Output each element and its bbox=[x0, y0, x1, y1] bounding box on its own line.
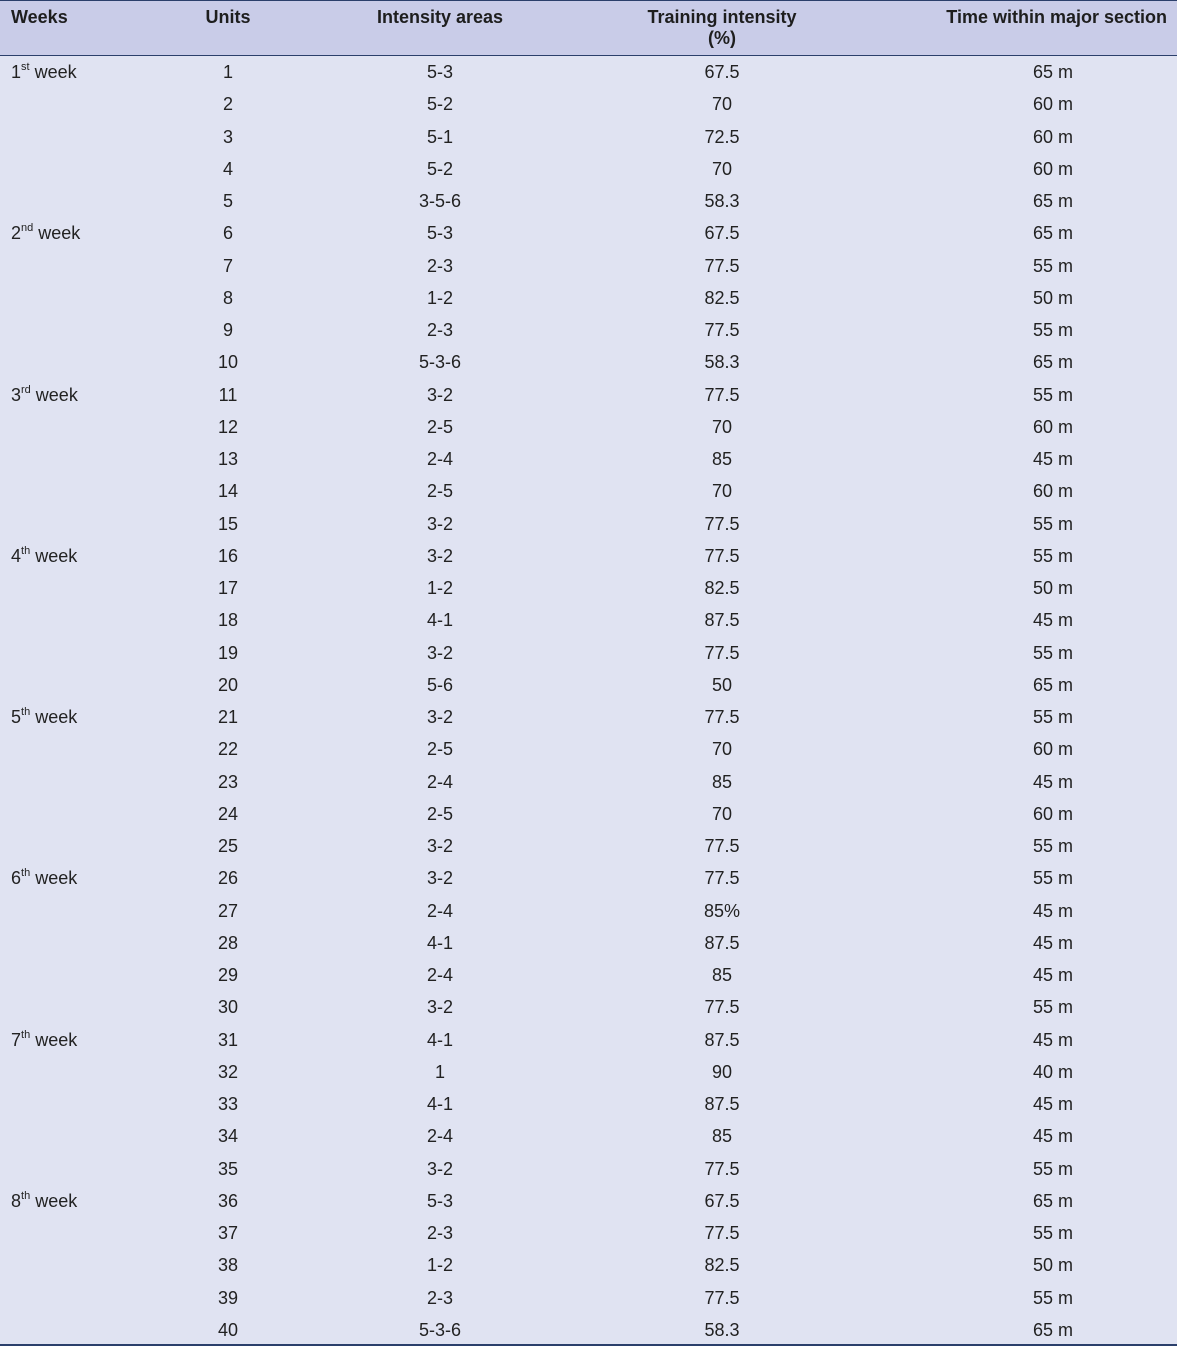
table-row bbox=[0, 798, 1177, 830]
cell-unit: 6 bbox=[222, 223, 233, 244]
cell-week bbox=[11, 862, 77, 894]
week-number: 8 bbox=[11, 1190, 22, 1211]
cell-intensity-area: 2-5 bbox=[426, 416, 453, 437]
cell-intensity-area: 5-3-6 bbox=[418, 352, 462, 373]
week-ordinal-suffix: th bbox=[21, 706, 31, 718]
cell-time: 60 m bbox=[1032, 158, 1074, 179]
table-row bbox=[0, 540, 1177, 572]
cell-training-intensity: 77.5 bbox=[704, 1158, 740, 1179]
table-body bbox=[0, 56, 1177, 1346]
cell-training-intensity: 77.5 bbox=[704, 707, 740, 727]
cell-time: 45 m bbox=[1032, 900, 1074, 921]
cell-time: 40 m bbox=[1032, 1061, 1074, 1082]
cell-intensity-area: 2-4 bbox=[426, 771, 453, 792]
week-number: 5 bbox=[11, 707, 22, 727]
cell-unit: 36 bbox=[217, 1190, 239, 1211]
cell-unit: 24 bbox=[217, 803, 239, 824]
cell-time: 65 m bbox=[1032, 352, 1074, 373]
cell-unit: 2 bbox=[222, 94, 233, 115]
cell-time: 55 m bbox=[1032, 1287, 1074, 1308]
week-ordinal-suffix: nd bbox=[21, 222, 34, 235]
week-ordinal-suffix: th bbox=[21, 1189, 31, 1202]
cell-unit: 14 bbox=[217, 481, 239, 502]
cell-time: 45 m bbox=[1032, 965, 1074, 985]
cell-training-intensity: 77.5 bbox=[704, 255, 740, 276]
week-number: 1 bbox=[11, 62, 22, 82]
week-number: 2 bbox=[11, 223, 22, 244]
cell-training-intensity: 77.5 bbox=[704, 545, 740, 566]
cell-time: 45 m bbox=[1032, 932, 1074, 953]
cell-time: 45 m bbox=[1032, 1126, 1074, 1147]
week-word: week bbox=[30, 545, 78, 566]
cell-unit: 15 bbox=[217, 513, 239, 534]
cell-training-intensity: 77.5 bbox=[704, 836, 740, 856]
cell-unit: 5 bbox=[222, 191, 233, 211]
week-number: 3 bbox=[11, 384, 22, 405]
cell-week bbox=[11, 701, 77, 733]
cell-time: 45 m bbox=[1032, 610, 1074, 631]
table-row bbox=[0, 1088, 1177, 1120]
cell-time: 55 m bbox=[1032, 642, 1074, 663]
table-row bbox=[0, 1185, 1177, 1217]
cell-training-intensity: 90 bbox=[711, 1061, 733, 1082]
cell-training-intensity: 77.5 bbox=[704, 642, 740, 663]
cell-intensity-area: 3-2 bbox=[426, 545, 453, 566]
table-row bbox=[0, 121, 1177, 153]
cell-time: 50 m bbox=[1032, 578, 1074, 598]
cell-unit: 19 bbox=[217, 642, 239, 663]
cell-intensity-area: 4-1 bbox=[426, 1094, 453, 1114]
cell-time: 55 m bbox=[1032, 545, 1074, 566]
cell-unit: 31 bbox=[217, 1029, 239, 1050]
cell-intensity-area: 3-2 bbox=[426, 997, 453, 1018]
table-row bbox=[0, 862, 1177, 894]
week-ordinal-suffix: th bbox=[21, 1028, 31, 1041]
cell-week bbox=[11, 540, 77, 572]
table-row bbox=[0, 282, 1177, 314]
cell-unit: 23 bbox=[217, 771, 239, 792]
cell-intensity-area: 5-2 bbox=[426, 94, 453, 115]
week-word: week bbox=[30, 868, 78, 889]
cell-time: 55 m bbox=[1032, 384, 1074, 405]
cell-time: 45 m bbox=[1032, 1094, 1074, 1114]
table-row bbox=[0, 927, 1177, 959]
table-row bbox=[0, 508, 1177, 540]
cell-training-intensity: 70 bbox=[711, 416, 733, 437]
cell-intensity-area: 5-3 bbox=[426, 223, 453, 244]
cell-training-intensity: 82.5 bbox=[704, 1255, 740, 1276]
cell-intensity-area: 2-4 bbox=[426, 965, 453, 985]
cell-training-intensity: 77.5 bbox=[704, 320, 740, 340]
cell-training-intensity: 87.5 bbox=[704, 610, 740, 631]
cell-intensity-area: 3-2 bbox=[426, 868, 453, 889]
cell-intensity-area: 5-6 bbox=[426, 674, 453, 695]
week-word: week bbox=[30, 707, 78, 727]
week-word: week bbox=[29, 62, 77, 82]
table-row bbox=[0, 56, 1177, 88]
cell-time: 60 m bbox=[1032, 416, 1074, 437]
week-word: week bbox=[30, 1190, 78, 1211]
table-row bbox=[0, 669, 1177, 701]
cell-unit: 10 bbox=[217, 352, 239, 373]
cell-time: 65 m bbox=[1032, 674, 1074, 695]
table-row bbox=[0, 1056, 1177, 1088]
cell-time: 45 m bbox=[1032, 449, 1074, 469]
cell-unit: 13 bbox=[217, 449, 239, 469]
cell-unit: 8 bbox=[222, 287, 233, 308]
cell-time: 55 m bbox=[1032, 868, 1074, 889]
cell-week bbox=[11, 1185, 77, 1217]
cell-training-intensity: 77.5 bbox=[704, 997, 740, 1018]
cell-unit: 9 bbox=[222, 320, 233, 340]
table-row bbox=[0, 185, 1177, 217]
cell-intensity-area: 2-5 bbox=[426, 481, 453, 502]
cell-time: 65 m bbox=[1032, 1319, 1074, 1340]
cell-unit: 40 bbox=[217, 1319, 239, 1340]
cell-intensity-area: 1-2 bbox=[426, 287, 453, 308]
cell-training-intensity: 87.5 bbox=[704, 932, 740, 953]
table-row bbox=[0, 379, 1177, 411]
cell-training-intensity: 85 bbox=[711, 1126, 733, 1147]
cell-training-intensity: 77.5 bbox=[704, 513, 740, 534]
table-row bbox=[0, 411, 1177, 443]
week-word: week bbox=[30, 1029, 78, 1050]
cell-intensity-area: 2-5 bbox=[426, 803, 453, 824]
cell-intensity-area: 1-2 bbox=[426, 578, 453, 598]
cell-time: 55 m bbox=[1032, 320, 1074, 340]
cell-unit: 27 bbox=[217, 900, 239, 921]
cell-time: 55 m bbox=[1032, 997, 1074, 1018]
cell-unit: 7 bbox=[222, 255, 233, 276]
cell-training-intensity: 77.5 bbox=[704, 384, 740, 405]
cell-intensity-area: 2-4 bbox=[426, 1126, 453, 1147]
table-row bbox=[0, 250, 1177, 282]
table-header bbox=[0, 1, 1177, 56]
cell-training-intensity: 67.5 bbox=[704, 223, 740, 244]
cell-intensity-area: 4-1 bbox=[426, 1029, 453, 1050]
header-training-intensity-unit: (%) bbox=[708, 28, 736, 48]
cell-week bbox=[11, 379, 78, 411]
cell-unit: 25 bbox=[217, 836, 239, 856]
table-row bbox=[0, 830, 1177, 862]
cell-training-intensity: 82.5 bbox=[704, 578, 740, 598]
table-row bbox=[0, 314, 1177, 346]
table-row bbox=[0, 733, 1177, 765]
cell-unit: 12 bbox=[217, 416, 239, 437]
cell-unit: 17 bbox=[217, 578, 239, 598]
table-row bbox=[0, 1217, 1177, 1249]
cell-training-intensity: 70 bbox=[711, 739, 733, 760]
cell-intensity-area: 5-3-6 bbox=[418, 1319, 462, 1340]
cell-unit: 22 bbox=[217, 739, 239, 760]
week-ordinal-suffix: rd bbox=[21, 383, 31, 396]
cell-intensity-area: 3-2 bbox=[426, 384, 453, 405]
cell-intensity-area: 5-1 bbox=[426, 126, 453, 147]
table-row bbox=[0, 1153, 1177, 1185]
cell-time: 55 m bbox=[1032, 836, 1074, 856]
cell-time: 55 m bbox=[1032, 1158, 1074, 1179]
cell-intensity-area: 3-5-6 bbox=[418, 191, 462, 211]
cell-training-intensity: 77.5 bbox=[704, 1223, 740, 1243]
week-word: week bbox=[30, 384, 78, 405]
cell-week bbox=[11, 56, 77, 88]
cell-intensity-area: 2-4 bbox=[426, 900, 453, 921]
table-row bbox=[0, 475, 1177, 507]
cell-unit: 11 bbox=[218, 384, 238, 405]
table-row bbox=[0, 443, 1177, 475]
cell-time: 60 m bbox=[1032, 481, 1074, 502]
cell-training-intensity: 77.5 bbox=[704, 868, 740, 889]
header-time: Time within major section bbox=[946, 7, 1167, 27]
cell-intensity-area: 3-2 bbox=[426, 836, 453, 856]
week-number: 6 bbox=[11, 868, 22, 889]
cell-unit: 39 bbox=[217, 1287, 239, 1308]
cell-training-intensity: 85 bbox=[711, 771, 733, 792]
week-ordinal-suffix: st bbox=[21, 61, 30, 73]
cell-time: 55 m bbox=[1032, 1223, 1074, 1243]
week-number: 4 bbox=[11, 545, 22, 566]
header-training-intensity bbox=[602, 7, 842, 49]
cell-time: 45 m bbox=[1032, 771, 1074, 792]
cell-unit: 4 bbox=[222, 158, 233, 179]
cell-training-intensity: 67.5 bbox=[704, 1190, 740, 1211]
cell-training-intensity: 70 bbox=[711, 481, 733, 502]
table-row bbox=[0, 701, 1177, 733]
cell-intensity-area: 2-4 bbox=[426, 449, 453, 469]
week-ordinal-suffix: th bbox=[21, 867, 31, 880]
cell-time: 65 m bbox=[1032, 62, 1074, 82]
cell-intensity-area: 2-3 bbox=[426, 320, 453, 340]
table-row bbox=[0, 766, 1177, 798]
cell-unit: 29 bbox=[217, 965, 239, 985]
cell-unit: 26 bbox=[217, 868, 239, 889]
cell-intensity-area: 2-3 bbox=[426, 255, 453, 276]
cell-intensity-area: 1-2 bbox=[426, 1255, 453, 1276]
week-word: week bbox=[33, 223, 81, 244]
cell-unit: 16 bbox=[217, 545, 239, 566]
cell-time: 50 m bbox=[1032, 1255, 1074, 1276]
header-intensity-areas: Intensity areas bbox=[376, 7, 504, 27]
table-row bbox=[0, 153, 1177, 185]
cell-time: 60 m bbox=[1032, 739, 1074, 760]
cell-training-intensity: 70 bbox=[711, 94, 733, 115]
cell-intensity-area: 5-2 bbox=[426, 158, 453, 179]
cell-intensity-area: 2-3 bbox=[426, 1287, 453, 1308]
cell-time: 55 m bbox=[1032, 513, 1074, 534]
table-row bbox=[0, 637, 1177, 669]
cell-training-intensity: 77.5 bbox=[704, 1287, 740, 1308]
cell-training-intensity: 70 bbox=[711, 158, 733, 179]
cell-intensity-area: 3-2 bbox=[426, 642, 453, 663]
cell-unit: 33 bbox=[217, 1094, 239, 1114]
cell-unit: 1 bbox=[222, 62, 233, 82]
cell-training-intensity: 85 bbox=[711, 965, 733, 985]
cell-intensity-area: 5-3 bbox=[426, 62, 453, 82]
table-row bbox=[0, 991, 1177, 1023]
cell-training-intensity: 50 bbox=[711, 674, 733, 695]
cell-time: 60 m bbox=[1032, 803, 1074, 824]
cell-unit: 38 bbox=[217, 1255, 239, 1276]
cell-training-intensity: 82.5 bbox=[704, 287, 740, 308]
table-row bbox=[0, 1024, 1177, 1056]
table-row bbox=[0, 895, 1177, 927]
table-row bbox=[0, 1120, 1177, 1152]
cell-intensity-area: 3-2 bbox=[426, 707, 453, 727]
cell-unit: 3 bbox=[222, 126, 233, 147]
cell-intensity-area: 2-3 bbox=[426, 1223, 453, 1243]
cell-intensity-area: 2-5 bbox=[426, 739, 453, 760]
cell-training-intensity: 85 bbox=[711, 449, 733, 469]
cell-unit: 21 bbox=[217, 707, 239, 727]
cell-unit: 34 bbox=[217, 1126, 239, 1147]
cell-training-intensity: 72.5 bbox=[704, 126, 740, 147]
table-row bbox=[0, 604, 1177, 636]
cell-time: 55 m bbox=[1032, 255, 1074, 276]
table-row bbox=[0, 1282, 1177, 1314]
cell-time: 45 m bbox=[1032, 1029, 1074, 1050]
cell-time: 60 m bbox=[1032, 126, 1074, 147]
cell-unit: 18 bbox=[217, 610, 239, 631]
cell-intensity-area: 4-1 bbox=[426, 932, 453, 953]
cell-training-intensity: 67.5 bbox=[704, 62, 740, 82]
table-row bbox=[0, 1314, 1177, 1346]
cell-training-intensity: 58.3 bbox=[704, 191, 740, 211]
cell-intensity-area: 3-2 bbox=[426, 513, 453, 534]
cell-time: 55 m bbox=[1032, 707, 1074, 727]
table-row bbox=[0, 959, 1177, 991]
cell-week bbox=[11, 1024, 77, 1056]
cell-intensity-area: 5-3 bbox=[426, 1190, 453, 1211]
table-row bbox=[0, 572, 1177, 604]
cell-unit: 30 bbox=[217, 997, 239, 1018]
cell-unit: 20 bbox=[217, 674, 239, 695]
cell-unit: 32 bbox=[217, 1061, 239, 1082]
cell-time: 60 m bbox=[1032, 94, 1074, 115]
cell-training-intensity: 58.3 bbox=[704, 352, 740, 373]
table-row bbox=[0, 217, 1177, 249]
cell-unit: 35 bbox=[217, 1158, 239, 1179]
header-training-intensity-label: Training intensity bbox=[647, 7, 797, 27]
cell-unit: 28 bbox=[217, 932, 239, 953]
header-weeks: Weeks bbox=[11, 7, 68, 27]
cell-training-intensity: 85% bbox=[703, 900, 741, 921]
cell-training-intensity: 70 bbox=[711, 803, 733, 824]
week-number: 7 bbox=[11, 1029, 22, 1050]
cell-week bbox=[11, 217, 80, 249]
cell-unit: 37 bbox=[217, 1223, 239, 1243]
header-units: Units bbox=[205, 7, 251, 27]
table-row bbox=[0, 346, 1177, 378]
cell-training-intensity: 87.5 bbox=[704, 1094, 740, 1114]
table-row bbox=[0, 88, 1177, 120]
cell-training-intensity: 87.5 bbox=[704, 1029, 740, 1050]
cell-training-intensity: 58.3 bbox=[704, 1319, 740, 1340]
cell-intensity-area: 3-2 bbox=[426, 1158, 453, 1179]
cell-intensity-area: 4-1 bbox=[426, 610, 453, 631]
cell-intensity-area: 1 bbox=[434, 1061, 445, 1082]
table-row bbox=[0, 1249, 1177, 1281]
cell-time: 65 m bbox=[1032, 1190, 1074, 1211]
week-ordinal-suffix: th bbox=[21, 544, 31, 557]
cell-time: 65 m bbox=[1032, 191, 1074, 211]
cell-time: 50 m bbox=[1032, 287, 1074, 308]
cell-time: 65 m bbox=[1032, 223, 1074, 244]
